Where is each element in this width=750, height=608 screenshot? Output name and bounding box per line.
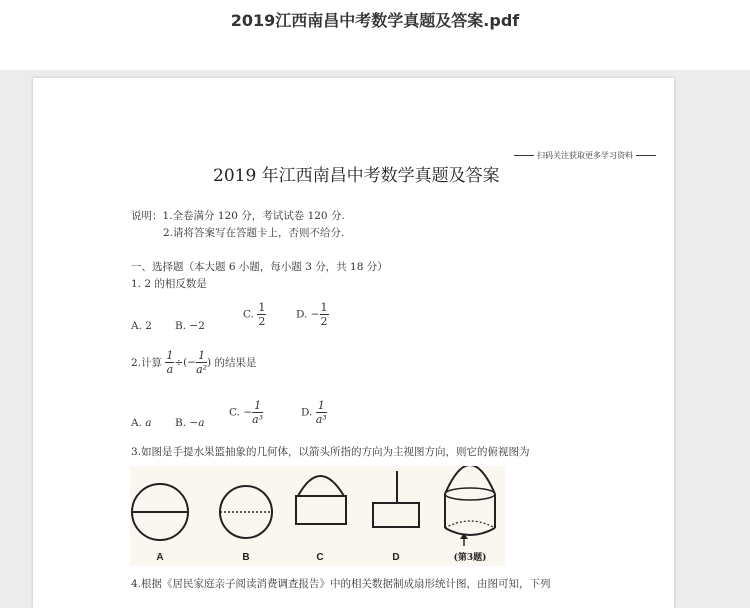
pdf-page	[33, 78, 674, 608]
qr-side-note	[511, 150, 659, 161]
document-title: 2019江西南昌中考数学真题及答案.pdf	[230, 11, 520, 30]
label-b: B	[242, 552, 250, 563]
q1-d-fraction: $\frac{1}{2}$	[320, 301, 328, 328]
q2-option-b: B. −a	[175, 417, 205, 429]
label-c: C	[316, 552, 324, 563]
q3-figure	[130, 466, 505, 566]
q4-stem: 4.根据《居民家庭亲子阅读消费调查报告》中的相关数据制成扇形统计图，由图可知，下列	[131, 578, 551, 590]
option-b-figure	[220, 486, 272, 538]
label-d: D	[392, 552, 400, 563]
note-text: 扫码关注获取更多学习资料	[537, 151, 633, 160]
q2-frac-1: $\frac{1}{a}$	[166, 349, 174, 376]
q2-option-a: A. a	[131, 417, 152, 429]
q1-option-c: C. $\frac{1}{2}$	[243, 301, 266, 328]
instruction-line-1: 说明：1.全卷满分 120 分，考试试卷 120 分.	[131, 210, 345, 222]
figure-caption: (第3题)	[453, 553, 487, 563]
note-dash-right	[636, 155, 656, 156]
q1-option-d: D. − $\frac{1}{2}$	[296, 301, 328, 328]
q3-stem: 3.如图是手提水果篮抽象的几何体，以箭头所指的方向为主视图方向，则它的俯视图为	[131, 446, 530, 458]
q2-option-d: D. $\frac{1}{\text{a³}}$	[301, 399, 327, 426]
instruction-line-2: 2.请将答案写在答题卡上，否则不给分.	[163, 227, 345, 239]
q2-frac-2: $\frac{1}{\text{a²}}$	[196, 349, 208, 376]
q3-figure-svg	[130, 466, 505, 566]
viewer-toolbar	[0, 0, 750, 70]
q1-option-b: B. −2	[175, 320, 205, 332]
q1-option-a: A. 2	[131, 320, 152, 332]
q1-c-fraction: $\frac{1}{2}$	[258, 301, 266, 328]
section-heading: 一、选择题（本大题 6 小题，每小题 3 分，共 18 分）	[131, 261, 388, 273]
q2-stem: 2.计算 $\frac{1}{a}$ ÷(− $\frac{1}{\text{a²}}$ ) 的结果是	[131, 349, 257, 376]
label-a: A	[156, 552, 164, 563]
option-d-figure	[373, 471, 419, 527]
basket-solid-figure	[445, 466, 495, 546]
option-c-figure	[296, 476, 346, 524]
option-a-figure	[132, 484, 188, 540]
q1-stem: 1. 2 的相反数是	[131, 278, 207, 290]
page-title: 2019 年江西南昌中考数学真题及答案	[213, 166, 500, 186]
q2-option-c: C. − $\frac{1}{\text{a³}}$	[229, 399, 264, 426]
note-dash-left	[514, 155, 534, 156]
